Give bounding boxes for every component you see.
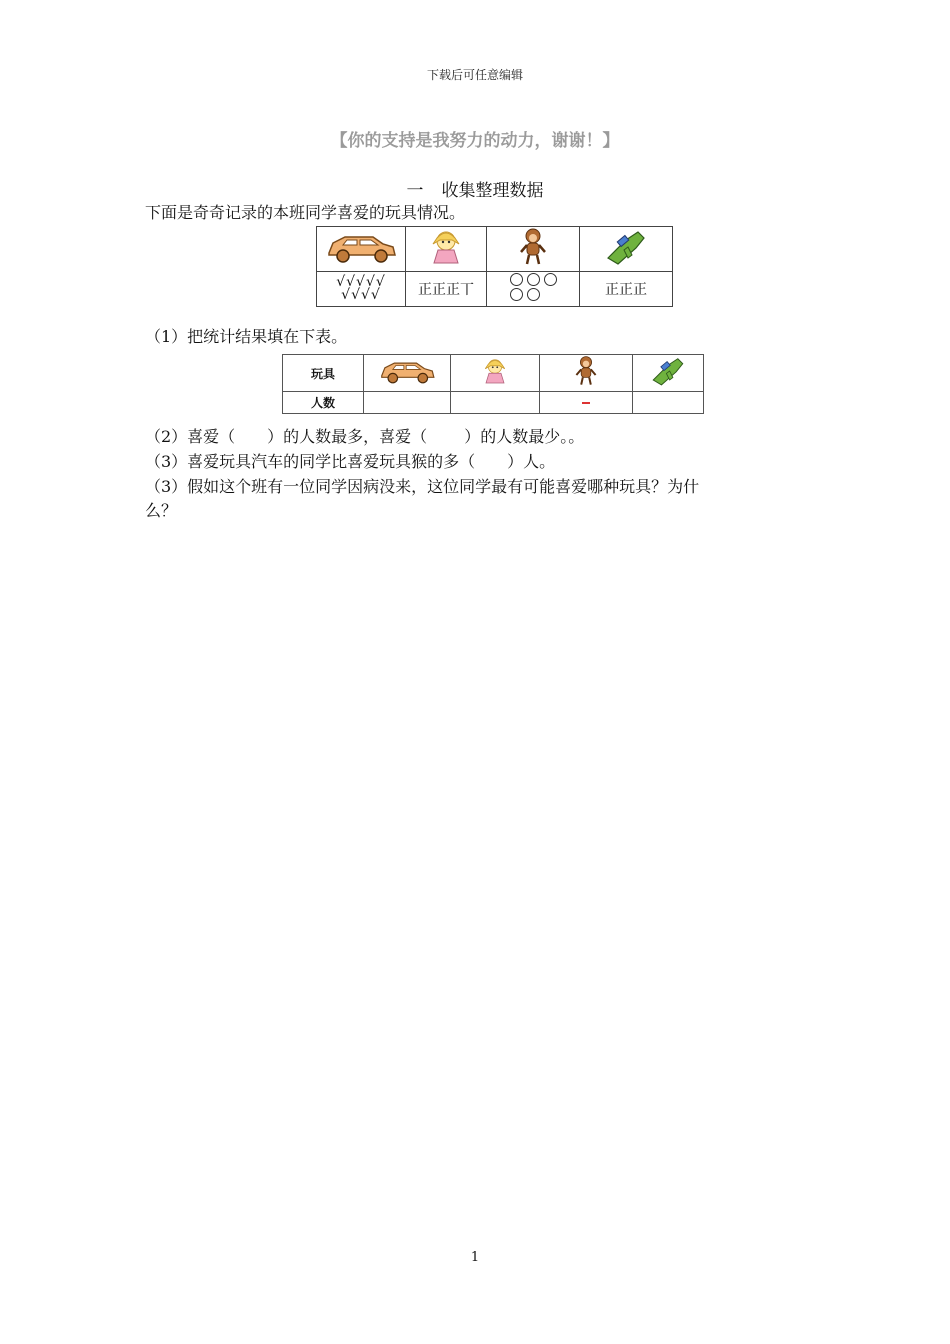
question-1: （1）把统计结果填在下表。 [145, 327, 348, 346]
question-4-line1: （3）假如这个班有一位同学因病没来，这位同学最有可能喜爱哪种玩具？为什 [145, 477, 700, 496]
count-water-gun-input[interactable] [633, 392, 704, 414]
water-gun-tally: 正正正 [580, 272, 673, 307]
toy-row-label: 玩具 [283, 355, 364, 392]
monkey-circle-marks [508, 272, 559, 302]
header-note: 下载后可任意编辑 [426, 68, 523, 82]
red-mark [582, 402, 590, 404]
count-doll-input[interactable] [451, 392, 540, 414]
intro-text: 下面是奇奇记录的本班同学喜爱的玩具情况。 [145, 203, 466, 222]
page-number: 1 [470, 1250, 480, 1265]
monkey-tally [487, 272, 580, 307]
water-gun-icon [604, 228, 648, 266]
water-gun-icon [650, 355, 686, 387]
circle-mark [510, 288, 523, 301]
question-2: （2）喜爱（ ）的人数最多，喜爱（ ）的人数最少。。 [145, 427, 585, 446]
monkey-cell [487, 227, 580, 272]
circle-mark [527, 273, 540, 286]
toy-car-cell [317, 227, 406, 272]
count-monkey-input[interactable] [540, 392, 633, 414]
car-tally [317, 272, 406, 307]
circle-mark [510, 273, 523, 286]
doll-cell [406, 227, 487, 272]
section-title-text: 收集整理数据 [441, 181, 544, 201]
toy-monkey-icon [518, 227, 548, 267]
count-car-input[interactable] [364, 392, 451, 414]
answer-table [282, 354, 704, 414]
circle-mark [544, 273, 557, 286]
doll-icon [426, 228, 466, 266]
answer-doll-cell [451, 355, 540, 392]
section-number: 一 [406, 181, 424, 201]
toy-monkey-icon [574, 355, 598, 387]
count-row-label: 人数 [283, 392, 364, 414]
doll-tally: 正正正丅 [406, 272, 487, 307]
question-3: （3）喜爱玩具汽车的同学比喜爱玩具猴的多（ ）人。 [145, 452, 556, 471]
record-table [316, 226, 673, 307]
circle-mark [527, 288, 540, 301]
doll-icon [480, 356, 510, 386]
water-gun-cell [580, 227, 673, 272]
toy-car-icon [377, 356, 437, 386]
car-tally-line2: √√√√ [341, 287, 381, 303]
answer-car-cell [364, 355, 451, 392]
answer-water-gun-cell [633, 355, 704, 392]
car-tally-line1: √√√√√ [336, 274, 386, 290]
answer-monkey-cell [540, 355, 633, 392]
toy-car-icon [323, 229, 399, 265]
question-4-line2: 么？ [145, 501, 178, 520]
support-line: 【你的支持是我努力的动力，谢谢！】 [330, 131, 620, 151]
section-title [0, 176, 950, 201]
